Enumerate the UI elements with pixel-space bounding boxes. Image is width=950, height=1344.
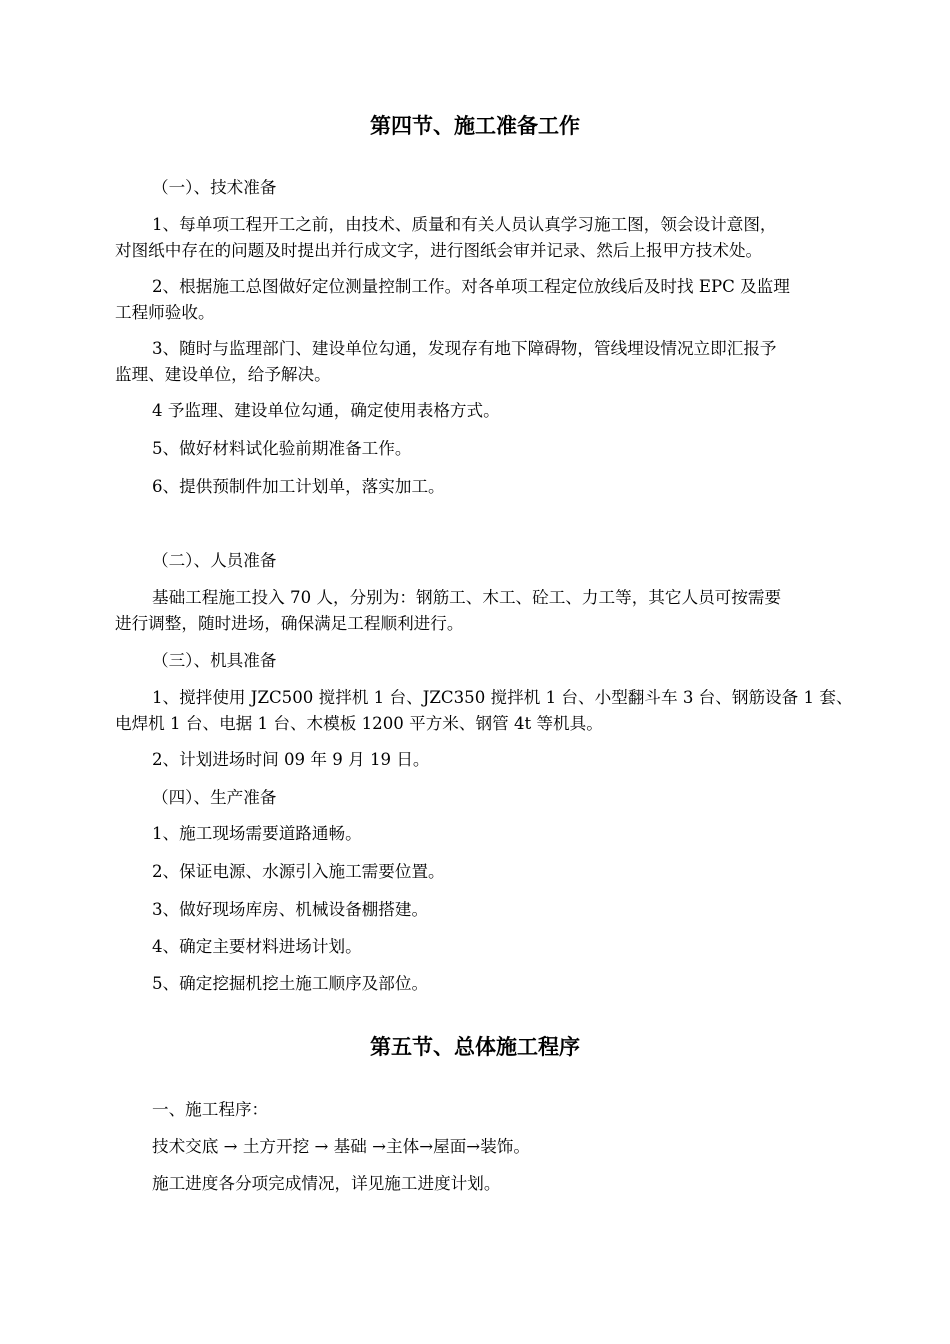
section4-title: 第四节、施工准备工作	[370, 114, 580, 138]
machinery-item-2: 2、计划进场时间 09 年 9 月 19 日。	[152, 750, 430, 769]
tech-item-2-line2: 工程师验收。	[115, 303, 215, 322]
production-item: 5、确定挖掘机挖土施工顺序及部位。	[152, 974, 429, 993]
tech-item-5: 5、做好材料试化验前期准备工作。	[152, 439, 412, 458]
tech-item-4: 4 予监理、建设单位勾通，确定使用表格方式。	[152, 401, 500, 420]
staff-prep-line2: 进行调整，随时进场，确保满足工程顺利进行。	[115, 614, 464, 633]
production-prep-heading: （四）、生产准备	[152, 788, 277, 807]
schedule-note: 施工进度各分项完成情况，详见施工进度计划。	[152, 1174, 501, 1193]
tech-item-1-line1: 1、每单项工程开工之前，由技术、质量和有关人员认真学习施工图，领会设计意图，	[152, 215, 777, 234]
tech-item-2-line1: 2、根据施工总图做好定位测量控制工作。对各单项工程定位放线后及时找 EPC 及监理	[152, 277, 790, 296]
machinery-item-1-line1: 1、搅拌使用 JZC500 搅拌机 1 台、JZC350 搅拌机 1 台、小型翻斗车 3 台、钢筋设备 1 套、	[152, 688, 853, 707]
staff-prep-line1: 基础工程施工投入 70 人，分别为：钢筋工、木工、砼工、力工等，其它人员可按需要	[152, 588, 782, 607]
production-item: 3、做好现场库房、机械设备棚搭建。	[152, 900, 429, 919]
procedure-sequence: 技术交底 → 土方开挖 → 基础 →主体→屋面→装饰。	[152, 1137, 530, 1156]
production-item: 1、施工现场需要道路通畅。	[152, 824, 362, 843]
machinery-prep-heading: （三）、机具准备	[152, 651, 277, 670]
production-item: 2、保证电源、水源引入施工需要位置。	[152, 862, 445, 881]
procedure-heading: 一、施工程序：	[152, 1100, 269, 1119]
production-item: 4、确定主要材料进场计划。	[152, 937, 362, 956]
tech-item-1-line2: 对图纸中存在的问题及时提出并行成文字，进行图纸会审并记录、然后上报甲方技术处。	[115, 241, 763, 260]
section5-title: 第五节、总体施工程序	[370, 1035, 580, 1059]
machinery-item-1-line2: 电焊机 1 台、电据 1 台、木模板 1200 平方米、钢管 4t 等机具。	[115, 714, 603, 733]
tech-item-6: 6、提供预制件加工计划单，落实加工。	[152, 477, 445, 496]
tech-item-3-line1: 3、随时与监理部门、建设单位勾通，发现存有地下障碍物，管线埋设情况立即汇报予	[152, 339, 777, 358]
tech-prep-heading: （一）、技术准备	[152, 178, 277, 197]
tech-item-3-line2: 监理、建设单位，给予解决。	[115, 365, 331, 384]
staff-prep-heading: （二）、人员准备	[152, 551, 277, 570]
